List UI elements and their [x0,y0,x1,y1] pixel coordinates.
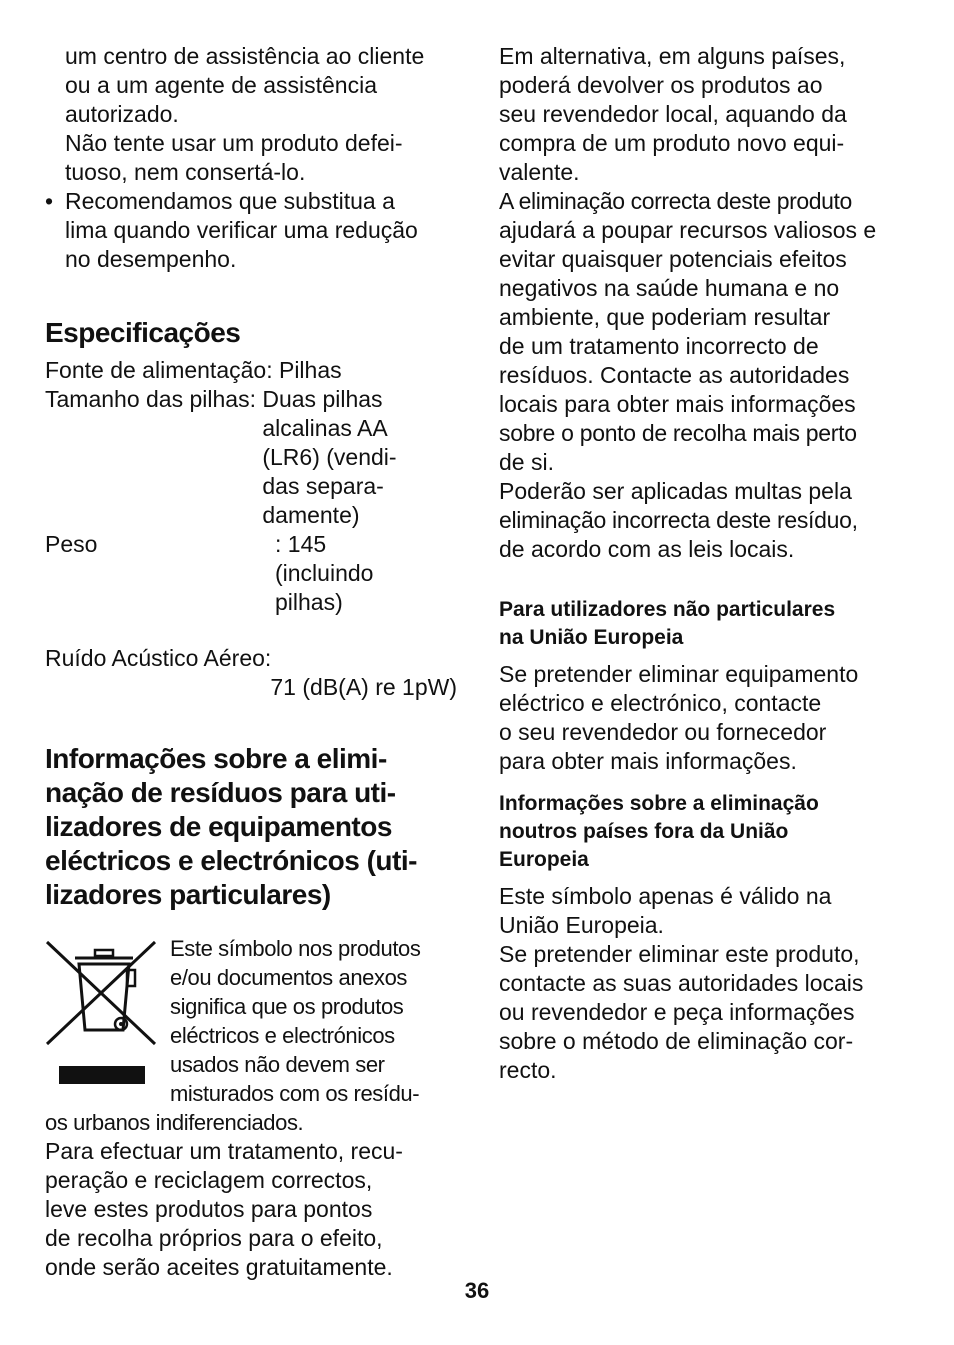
crossed-bin-icon [45,934,165,1084]
text-line: ou revendedor e peça informações [499,999,855,1025]
business-title [499,596,915,652]
title-line: Europeia [499,848,589,871]
spec-battery-value: Duas pilhas alcalinas AA (LR6) (vendi- das separa- damente) [262,386,397,528]
text-line: Recomendamos que substitua a [65,188,395,214]
title-line: Informações sobre a elimi- [45,743,387,774]
text-line: seu revendedor local, aquando da [499,101,847,127]
text-line: locais para obter mais informações [499,391,856,417]
text-line: peração e reciclagem correctos, [45,1167,373,1193]
title-line: lizadores particulares) [45,879,331,910]
text-line: tuoso, nem consertá-lo. [65,159,306,185]
title-line: noutros países fora da União [499,820,789,843]
treatment-paragraph [45,1137,457,1282]
text-line: Poderão ser aplicadas multas pela [499,478,852,504]
text-line: Para efectuar um tratamento, recu- [45,1138,403,1164]
title-line: Para utilizadores não particulares [499,598,836,621]
title-line: eléctricos e electrónicos (uti- [45,845,417,876]
text-line: resíduos. Contacte as autoridades [499,362,850,388]
text-line: onde serão aceites gratuitamente. [45,1254,393,1280]
title-line: lizadores de equipamentos [45,811,392,842]
text-line: Não tente usar um produto defei- [65,130,403,156]
spec-battery-label: Tamanho das pilhas: [45,386,263,412]
spec-weight-value: : 145 (incluindo pilhas) [275,531,374,615]
text-line: contacte as suas autoridades locais [499,970,864,996]
right-column [499,42,915,1085]
text-line: de um tratamento incorrecto de [499,333,819,359]
text-line: de acordo com as leis locais. [499,536,795,562]
text-line: eliminação incorrecta deste resíduo, [499,507,858,533]
text-line: poderá devolver os produtos ao [499,72,823,98]
text-line: valente. [499,159,580,185]
text-line: evitar quaisquer potenciais efeitos [499,246,847,272]
spec-weight [45,530,457,617]
title-line: nação de resíduos para uti- [45,777,396,808]
spec-power: Fonte de alimentação: Pilhas [45,357,342,383]
text-line: autorizado. [65,101,179,127]
text-line: A eliminação correcta deste produto [499,188,852,214]
text-line: eléctricos e electrónicos [170,1023,395,1048]
text-line: Em alternativa, em alguns países, [499,43,846,69]
left-column [45,42,457,1282]
disposal-title [45,742,457,912]
text-line: recto. [499,1057,557,1083]
text-line: União Europeia. [499,912,664,938]
spec-title: Especificações [45,317,241,348]
text-line: significa que os produtos [170,994,404,1019]
text-line: os urbanos indiferenciados. [45,1110,304,1135]
text-line: o seu revendedor ou fornecedor [499,719,827,745]
title-line: Informações sobre a eliminação [499,792,819,815]
text-line: sobre o ponto de recolha mais perto [499,420,857,446]
text-line: de recolha próprios para o efeito, [45,1225,383,1251]
title-line: na União Europeia [499,626,684,649]
outside-eu-paragraph [499,882,915,1085]
outside-eu-title [499,790,915,874]
weee-block [45,934,457,1137]
text-line: de si. [499,449,554,475]
text-line: lima quando verificar uma redução [65,217,418,243]
text-line: Se pretender eliminar este produto, [499,941,860,967]
text-line: ambiente, que poderiam resultar [499,304,831,330]
text-line: ou a um agente de assistência [65,72,377,98]
text-line: usados não devem ser [170,1052,385,1077]
text-line: leve estes produtos para pontos [45,1196,373,1222]
text-line: no desempenho. [65,246,237,272]
bullet-dot: • [45,188,54,214]
spec-noise-label: Ruído Acústico Aéreo: [45,645,272,671]
business-paragraph [499,660,915,776]
spec-weight-label: Peso [45,531,98,557]
spec-battery [45,385,457,530]
text-line: sobre o método de eliminação cor- [499,1028,854,1054]
text-line: compra de um produto novo equi- [499,130,845,156]
text-line: para obter mais informações. [499,748,797,774]
text-line: Este símbolo nos produtos [170,936,421,961]
text-line: Este símbolo apenas é válido na [499,883,832,909]
text-line: misturados com os resídu- [170,1081,420,1106]
text-line: e/ou documentos anexos [170,965,408,990]
page-number: 36 [464,1278,490,1303]
text-line: eléctrico e electrónico, contacte [499,690,822,716]
text-line: Se pretender eliminar equipamento [499,661,859,687]
bullet-item [45,187,457,274]
text-line: um centro de assistência ao cliente [65,43,425,69]
text-line: negativos na saúde humana e no [499,275,840,301]
spec-noise-value: 71 (dB(A) re 1pW) [270,674,457,700]
intro-paragraph [45,42,457,187]
text-line: ajudará a poupar recursos valiosos e [499,217,877,243]
alternative-paragraph [499,42,915,564]
